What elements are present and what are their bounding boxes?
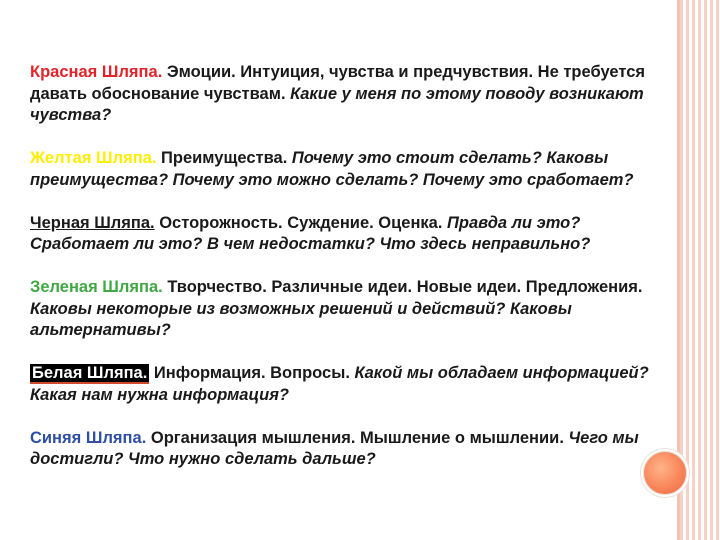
slide-content bbox=[30, 62, 650, 492]
hat-black-question: Правда ли это? Сработает ли это? В чем недостатки? Что здесь неправильно? bbox=[30, 213, 591, 253]
hat-black-paragraph bbox=[30, 213, 650, 256]
hat-green-question: Каковы некоторые из возможных решений и действий? Каковы альтернативы? bbox=[30, 299, 572, 339]
hat-red-question: Какие у меня по этому поводу возникают чувства? bbox=[30, 84, 644, 124]
hat-yellow-paragraph bbox=[30, 148, 650, 191]
hat-white-text: Информация. Вопросы. bbox=[149, 364, 355, 382]
hat-red-text: Эмоции. Интуиция, чувства и предчувствия. Не требуется давать обоснование чувствам. bbox=[30, 63, 646, 103]
hat-blue-label: Синяя Шляпа. bbox=[30, 428, 147, 447]
hat-green-text: Творчество. Различные идеи. Новые идеи. Предложения. bbox=[162, 278, 643, 296]
hat-white-label: Белая Шляпа. bbox=[32, 364, 148, 382]
hat-blue-text: Организация мышления. Мышление о мышлении. bbox=[146, 428, 569, 447]
hat-yellow-label: Желтая Шляпа. bbox=[30, 149, 157, 167]
hat-blue-paragraph bbox=[30, 428, 650, 471]
hat-green-paragraph bbox=[30, 277, 650, 342]
hat-red-paragraph bbox=[30, 62, 650, 127]
hat-black-label: Черная Шляпа. bbox=[30, 213, 155, 232]
hat-red-label: Красная Шляпа. bbox=[30, 63, 163, 81]
hat-yellow-question: Почему это стоит сделать? Каковы преимущества? Почему это можно сделать? Почему это сработает? bbox=[30, 149, 634, 189]
hat-black-text: Осторожность. Суждение. Оценка. bbox=[154, 213, 448, 232]
hat-white-paragraph bbox=[30, 363, 650, 406]
hat-blue-question: Чего мы достигли? Что нужно сделать дальше? bbox=[30, 428, 639, 468]
hat-green-label: Зеленая Шляпа. bbox=[30, 278, 163, 296]
decorative-stripes bbox=[680, 0, 720, 540]
hat-white-question: Какой мы обладаем информацией? Какая нам нужна информация? bbox=[30, 364, 649, 404]
hat-yellow-text: Преимущества. bbox=[156, 149, 292, 167]
